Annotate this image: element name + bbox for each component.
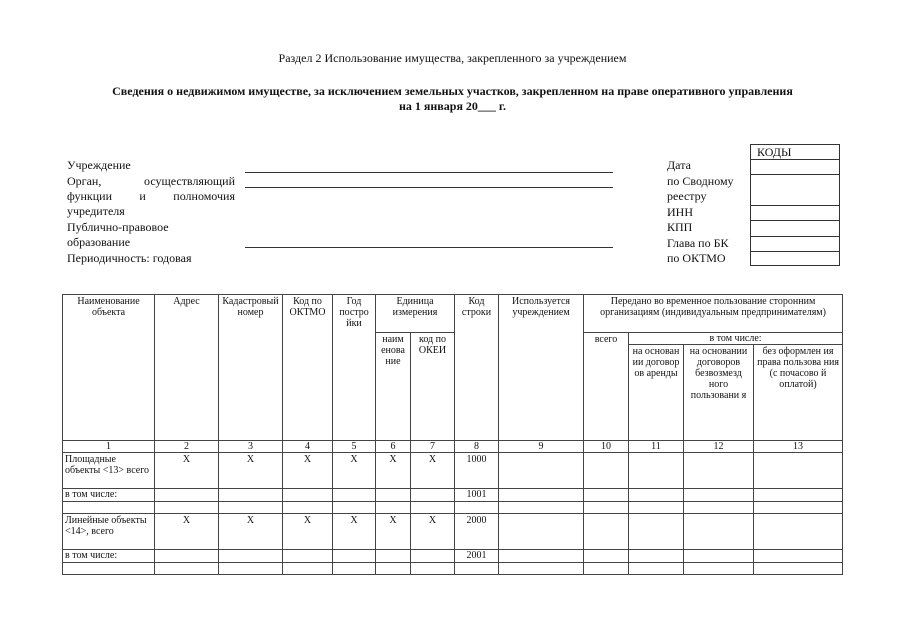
registry-label-line-2: реестру — [667, 189, 707, 203]
budget-chapter-label: Глава по БК — [667, 236, 729, 250]
header-row-code: Код строки — [455, 295, 499, 441]
public-entity-line-1: Публично-правовое — [67, 220, 169, 234]
founder-organ-word: полномочия — [173, 189, 235, 203]
header-object-name: Наименование объекта — [63, 295, 155, 441]
header-unit: Единица измерения — [376, 295, 455, 333]
input-cell[interactable] — [584, 550, 629, 563]
code-date-cell[interactable] — [751, 160, 839, 175]
founder-organ-word: и — [139, 189, 146, 203]
institution-label: Учреждение — [67, 158, 131, 172]
input-cell[interactable] — [629, 514, 684, 550]
input-cell[interactable] — [584, 453, 629, 489]
column-number: 7 — [411, 441, 455, 453]
input-cell[interactable] — [411, 489, 455, 502]
input-cell[interactable] — [376, 550, 411, 563]
report-title-line-2: на 1 января 20___ г. — [398, 99, 507, 113]
input-cell[interactable] — [629, 502, 684, 514]
table-row — [63, 563, 843, 575]
header-unit-name: наим енова ние — [376, 333, 411, 441]
input-cell[interactable] — [219, 502, 283, 514]
code-budget-chapter-cell[interactable] — [751, 237, 839, 252]
x-mark: X — [155, 514, 219, 550]
input-cell[interactable] — [155, 489, 219, 502]
input-cell[interactable] — [584, 489, 629, 502]
table-row — [63, 550, 843, 563]
input-cell[interactable] — [754, 502, 843, 514]
property-table — [62, 294, 843, 575]
header-transferred-total: всего — [584, 333, 629, 441]
founder-organ-line-3: учредителя — [67, 204, 125, 218]
input-cell[interactable] — [63, 563, 155, 575]
x-mark: X — [155, 453, 219, 489]
input-cell[interactable] — [283, 550, 333, 563]
column-number: 10 — [584, 441, 629, 453]
row-code: 2000 — [455, 514, 499, 550]
input-cell[interactable] — [219, 550, 283, 563]
header-including: в том числе: — [629, 333, 843, 345]
input-cell[interactable] — [499, 489, 584, 502]
report-title — [60, 84, 845, 114]
input-cell[interactable] — [684, 514, 754, 550]
input-cell[interactable] — [499, 453, 584, 489]
date-label: Дата — [667, 158, 691, 172]
founder-organ-line-1 — [67, 174, 235, 189]
input-cell[interactable] — [455, 502, 499, 514]
table-row — [63, 502, 843, 514]
column-numbers-row — [63, 441, 843, 453]
row-object-name: Линейные объекты <14>, всего — [63, 514, 155, 550]
code-kpp-cell[interactable] — [751, 221, 839, 237]
section-title: Раздел 2 Использование имущества, закрепленного за учреждением — [278, 51, 627, 65]
column-number: 8 — [455, 441, 499, 453]
x-mark: X — [411, 453, 455, 489]
public-entity-line-2: образование — [67, 235, 131, 249]
input-cell[interactable] — [629, 563, 684, 575]
input-cell[interactable] — [333, 563, 376, 575]
input-cell[interactable] — [754, 453, 843, 489]
x-mark: X — [376, 514, 411, 550]
public-entity-label — [67, 220, 169, 250]
input-cell[interactable] — [155, 502, 219, 514]
column-number: 5 — [333, 441, 376, 453]
input-cell[interactable] — [684, 550, 754, 563]
row-object-name: Площадные объекты <13> всего — [63, 453, 155, 489]
table-header-row — [63, 295, 843, 333]
column-number: 11 — [629, 441, 684, 453]
x-mark: X — [283, 453, 333, 489]
founder-organ-label — [67, 174, 235, 219]
input-cell[interactable] — [584, 563, 629, 575]
input-cell[interactable] — [499, 550, 584, 563]
input-cell[interactable] — [333, 550, 376, 563]
column-number: 2 — [155, 441, 219, 453]
x-mark: X — [219, 453, 283, 489]
input-cell[interactable] — [499, 514, 584, 550]
founder-organ-word: осуществляющий — [144, 174, 235, 188]
input-cell[interactable] — [411, 563, 455, 575]
column-number: 4 — [283, 441, 333, 453]
input-cell[interactable] — [455, 563, 499, 575]
input-cell[interactable] — [155, 550, 219, 563]
periodicity-label: Периодичность: годовая — [67, 251, 192, 265]
header-lease: на основан ии договор ов аренды — [629, 345, 684, 441]
input-cell[interactable] — [754, 550, 843, 563]
input-cell[interactable] — [376, 489, 411, 502]
row-code: 1001 — [455, 489, 499, 502]
column-number: 12 — [684, 441, 754, 453]
kpp-label: КПП — [667, 220, 693, 234]
input-cell[interactable] — [499, 502, 584, 514]
input-cell[interactable] — [333, 489, 376, 502]
row-object-name: в том числе: — [63, 550, 155, 563]
table-row — [63, 489, 843, 502]
founder-organ-word: Орган, — [67, 174, 102, 188]
input-cell[interactable] — [155, 563, 219, 575]
public-entity-line[interactable] — [245, 247, 613, 248]
row-code: 1000 — [455, 453, 499, 489]
row-code: 2001 — [455, 550, 499, 563]
input-cell[interactable] — [283, 563, 333, 575]
x-mark: X — [283, 514, 333, 550]
input-cell[interactable] — [684, 453, 754, 489]
input-cell[interactable] — [333, 502, 376, 514]
column-number: 9 — [499, 441, 584, 453]
input-cell[interactable] — [754, 489, 843, 502]
report-title-line-1: Сведения о недвижимом имуществе, за исключением земельных участков, закрепленном на праве оперативного управления — [112, 84, 793, 98]
x-mark: X — [376, 453, 411, 489]
table-row — [63, 514, 843, 550]
input-cell[interactable] — [499, 563, 584, 575]
header-build-year: Год постро йки — [333, 295, 376, 441]
input-cell[interactable] — [63, 502, 155, 514]
column-number: 3 — [219, 441, 283, 453]
header-cadastral-number: Кадастровый номер — [219, 295, 283, 441]
input-cell[interactable] — [584, 502, 629, 514]
table-row — [63, 453, 843, 489]
input-cell[interactable] — [629, 453, 684, 489]
column-number: 13 — [754, 441, 843, 453]
header-address: Адрес — [155, 295, 219, 441]
column-number: 6 — [376, 441, 411, 453]
code-registry-cell[interactable] — [751, 175, 839, 206]
header-used: Используется учреждением — [499, 295, 584, 441]
header-unit-okei: код по ОКЕИ — [411, 333, 455, 441]
founder-organ-line[interactable] — [245, 187, 613, 188]
x-mark: X — [333, 514, 376, 550]
column-number: 1 — [63, 441, 155, 453]
input-cell[interactable] — [411, 502, 455, 514]
input-cell[interactable] — [376, 563, 411, 575]
input-cell[interactable] — [376, 502, 411, 514]
founder-organ-line-2 — [67, 189, 235, 204]
header-free-use: на основании договоров безвозмезд ного пользовани я — [684, 345, 754, 441]
header-no-documents: без оформлен ия права пользова ния (с почасово й оплатой) — [754, 345, 843, 441]
x-mark: X — [411, 514, 455, 550]
header-transferred: Передано во временное пользование сторонним организациям (индивидуальным предпринимателям) — [584, 295, 843, 333]
input-cell[interactable] — [684, 563, 754, 575]
registry-label — [667, 174, 734, 204]
input-cell[interactable] — [684, 502, 754, 514]
input-cell[interactable] — [219, 489, 283, 502]
input-cell[interactable] — [754, 563, 843, 575]
founder-organ-word: функции — [67, 189, 112, 203]
input-cell[interactable] — [629, 550, 684, 563]
input-cell[interactable] — [684, 489, 754, 502]
codes-box — [750, 144, 840, 266]
codes-header: КОДЫ — [751, 145, 839, 160]
oktmo-label: по ОКТМО — [667, 251, 726, 265]
header-oktmo-code: Код по ОКТМО — [283, 295, 333, 441]
registry-label-line-1: по Сводному — [667, 174, 734, 188]
x-mark: X — [219, 514, 283, 550]
input-cell[interactable] — [754, 514, 843, 550]
input-cell[interactable] — [219, 563, 283, 575]
institution-line[interactable] — [245, 172, 613, 173]
input-cell[interactable] — [411, 550, 455, 563]
code-inn-cell[interactable] — [751, 206, 839, 221]
x-mark: X — [333, 453, 376, 489]
inn-label: ИНН — [667, 205, 693, 219]
code-oktmo-cell[interactable] — [751, 252, 839, 266]
input-cell[interactable] — [283, 489, 333, 502]
input-cell[interactable] — [584, 514, 629, 550]
input-cell[interactable] — [629, 489, 684, 502]
input-cell[interactable] — [283, 502, 333, 514]
row-object-name: в том числе: — [63, 489, 155, 502]
